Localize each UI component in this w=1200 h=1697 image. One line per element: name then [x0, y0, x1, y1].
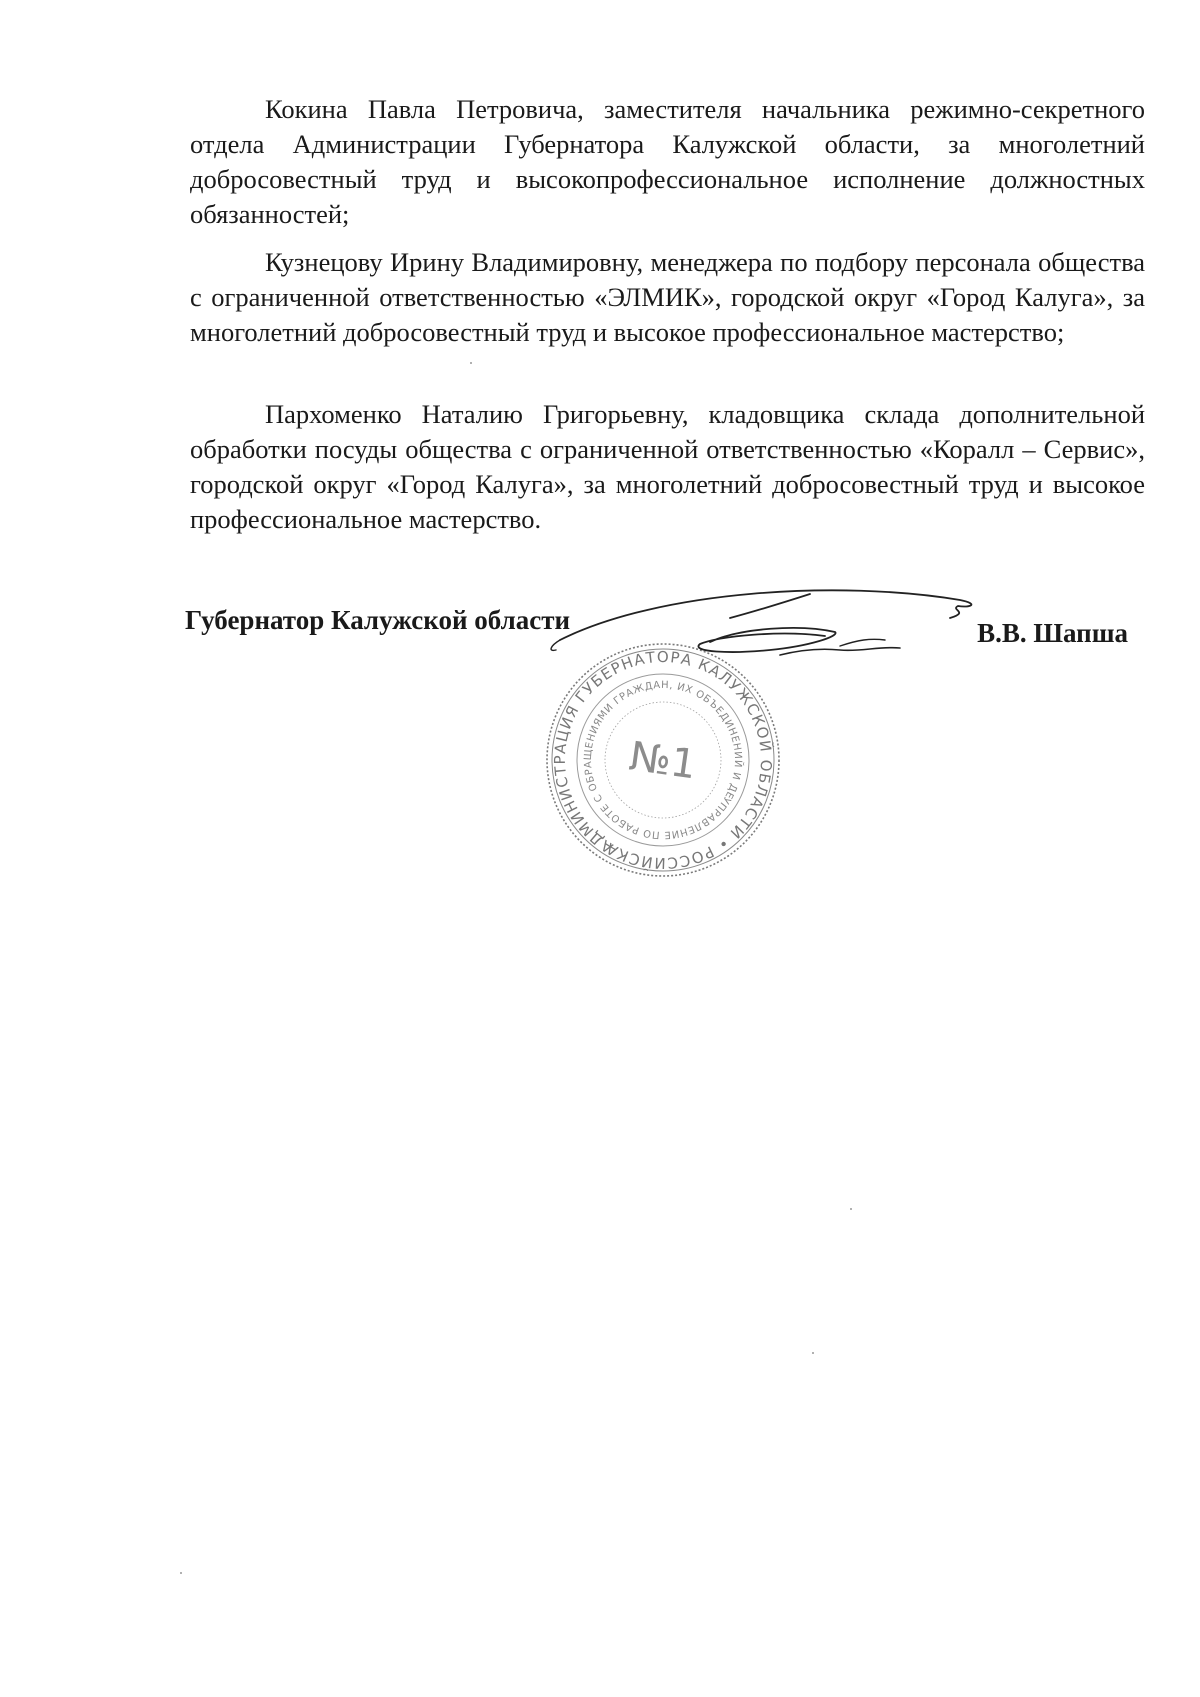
- seal-inner-text: УПРАВЛЕНИЕ ПО РАБОТЕ С ОБРАЩЕНИЯМИ ГРАЖДАН, ИХ ОБЪЕДИНЕНИЙ И ДЕЛОПРОИЗВОДСТВУ: [582, 679, 744, 841]
- award-paragraph-kuznetsova: Кузнецову Ирину Владимировну, менеджера по подбору персонала общества с ограниченной ответственностью «ЭЛМИК», городской округ «Город Калуга», за многолетний добросовестный труд и высокое профессиональное мастерство;: [190, 247, 1145, 347]
- scan-speck: [812, 1352, 814, 1354]
- signatory-name: В.В. Шапша: [977, 618, 1128, 648]
- scan-speck: [850, 1208, 852, 1210]
- seal-number: №1: [626, 733, 700, 789]
- seal-ring-text: АДМИНИСТРАЦИЯ ГУБЕРНАТОРА КАЛУЖСКОЙ ОБЛАСТИ • РОССИЙСКАЯ: [550, 647, 776, 873]
- scan-speck: [470, 362, 472, 364]
- award-paragraph-parkhomenko: Пархоменко Наталию Григорьевну, кладовщика склада дополнительной обработки посуды общества с ограниченной ответственностью «Коралл – Сервис», городской округ «Город Калуга», за многолетний добросовестный труд и высокое профессиональное мастерство.: [190, 399, 1145, 534]
- handwritten-signature: [540, 580, 1020, 700]
- signatory-position: Губернатор Калужской области: [185, 605, 571, 635]
- award-paragraph-kokin: Кокина Павла Петровича, заместителя начальника режимно-секретного отдела Администрации Губернатора Калужской области, за многолетний добросовестный труд и высокопрофессиональное исполнение должностных обязанностей;: [190, 94, 1145, 229]
- scan-speck: [180, 1572, 182, 1574]
